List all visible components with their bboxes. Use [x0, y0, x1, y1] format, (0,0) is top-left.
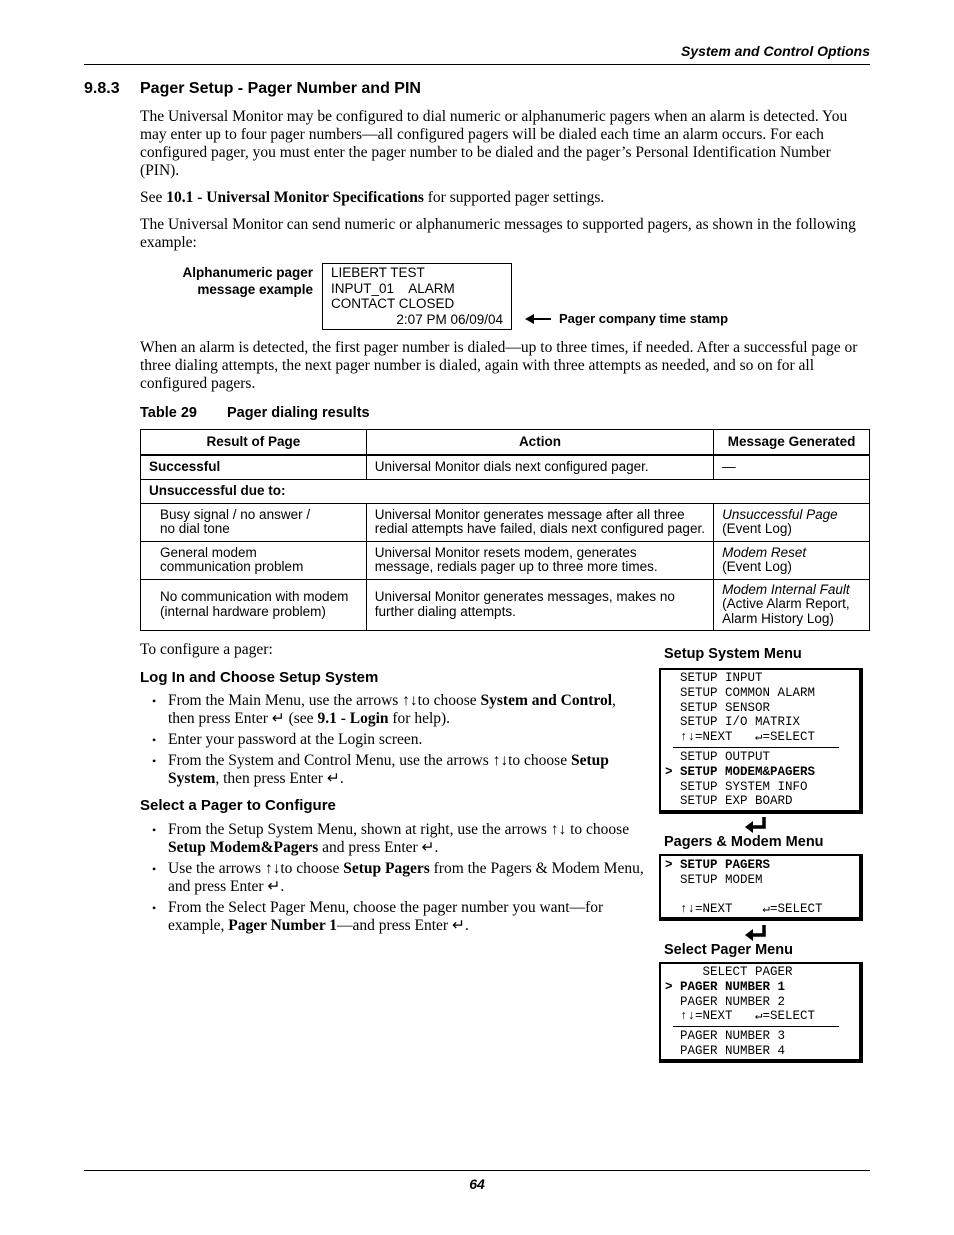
intro-paragraph: The Universal Monitor may be configured to dial numeric or alphanumeric pagers when an alarm is detected. You may enter up to four pager numbers—all configured pagers will be dialed each time an alarm occurs. For each configured pager, you must enter the pager number to be dialed and the pager’s Personal Identification Number (PIN). [140, 108, 848, 179]
pagers-modem-menu-display: > SETUP PAGERS SETUP MODEM ↑↓=NEXT ↵=SELECT [659, 854, 863, 921]
page-number: 64 [469, 1176, 485, 1192]
table-row: Unsuccessful due to: [141, 479, 870, 503]
table-header-row [141, 430, 870, 456]
enter-key-icon [744, 816, 768, 834]
see-paragraph: See 10.1 - Universal Monitor Specifications for supported pager settings. [140, 189, 605, 206]
pager-results-table [140, 429, 870, 631]
table-header: Message Generated [714, 430, 870, 456]
select-pager-menu-title: Select Pager Menu [664, 942, 793, 958]
select-steps-list [150, 821, 645, 938]
table-row: Busy signal / no answer / no dial tone Universal Monitor generates message after all three redial attempts have failed, dials next configured pager. Unsuccessful Page (Event Log) [141, 503, 870, 541]
time-stamp-note: Pager company time stamp [525, 311, 728, 326]
running-head: System and Control Options [680, 43, 870, 59]
list-item: • From the Main Menu, use the arrows ↑↓to choose System and Control, then press Enter ↵ (see 9.1 - Login for help). [150, 692, 645, 728]
login-steps-list [150, 692, 645, 791]
setup-system-menu-display: SETUP INPUT SETUP COMMON ALARM SETUP SENSOR SETUP I/O MATRIX ↑↓=NEXT ↵=SELECT SETUP OUTPUT > SETUP MODEM&PAGERS SETUP SYSTEM INFO SETUP EXP BOARD [659, 668, 863, 814]
menu-divider [673, 747, 839, 748]
header-rule [84, 64, 870, 65]
pagers-modem-menu-title: Pagers & Modem Menu [664, 834, 824, 850]
dialing-paragraph: When an alarm is detected, the first pager number is dialed—up to three times, if needed. After a successful page or three dialing attempts, the next pager number is dialed, again with three attempts as needed, and so on for all configured pagers. [140, 339, 858, 392]
table-row: No communication with modem (internal hardware problem) Universal Monitor generates messages, makes no further dialing attempts. Modem Internal Fault (Active Alarm Report, Alarm History Log) [141, 579, 870, 630]
list-item: • Use the arrows ↑↓to choose Setup Pagers from the Pagers & Modem Menu, and press Enter ↵. [150, 860, 645, 896]
list-item: • Enter your password at the Login screen. [150, 731, 645, 749]
messages-paragraph: The Universal Monitor can send numeric or alphanumeric messages to supported pagers, as shown in the following example: [140, 216, 856, 251]
selected-menu-item: > SETUP PAGERS [665, 858, 771, 872]
message-example-box: LIEBERT TEST INPUT_01 ALARM CONTACT CLOSED 2:07 PM 06/09/04 [322, 263, 512, 330]
footer-rule [84, 1170, 870, 1171]
section-title: Pager Setup - Pager Number and PIN [140, 80, 421, 97]
enter-key-icon [744, 924, 768, 942]
setup-system-menu-title: Setup System Menu [664, 646, 802, 662]
table-caption: Table 29 Pager dialing results [140, 405, 370, 421]
select-heading: Select a Pager to Configure [140, 797, 336, 814]
example-label: Alphanumeric pager message example [182, 265, 313, 297]
login-reference-link[interactable]: 9.1 - Login [317, 710, 389, 727]
configure-intro: To configure a pager: [140, 641, 273, 658]
table-row: General modem communication problem Universal Monitor resets modem, generates message, redials pager up to three more times. Modem Reset (Event Log) [141, 541, 870, 579]
selected-menu-item: > SETUP MODEM&PAGERS [665, 764, 816, 779]
list-item: • From the System and Control Menu, use the arrows ↑↓to choose Setup System, then press Enter ↵. [150, 752, 645, 788]
login-heading: Log In and Choose Setup System [140, 669, 379, 686]
selected-menu-item: > PAGER NUMBER 1 [665, 979, 786, 994]
table-row: Successful Universal Monitor dials next configured pager. — [141, 455, 870, 479]
table-header: Result of Page [141, 430, 367, 456]
left-arrow-icon [525, 314, 551, 324]
spec-reference-link[interactable]: 10.1 - Universal Monitor Specifications [166, 189, 424, 206]
select-pager-menu-display: SELECT PAGER > PAGER NUMBER 1 PAGER NUMBER 2 ↑↓=NEXT ↵=SELECT PAGER NUMBER 3 PAGER NUMBER 4 [659, 962, 863, 1063]
section-number: 9.8.3 [84, 80, 120, 97]
table-header: Action [366, 430, 713, 456]
menu-divider [673, 1026, 839, 1027]
list-item: • From the Select Pager Menu, choose the pager number you want—for example, Pager Number 1—and press Enter ↵. [150, 899, 645, 935]
list-item: • From the Setup System Menu, shown at right, use the arrows ↑↓ to choose Setup Modem&Pagers and press Enter ↵. [150, 821, 645, 857]
